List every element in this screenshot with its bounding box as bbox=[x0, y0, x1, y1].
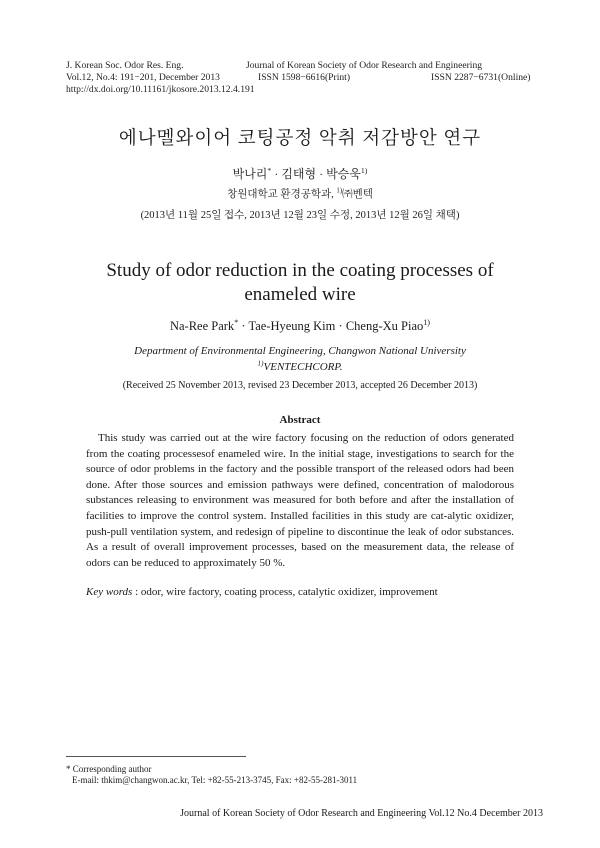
keywords-text: : odor, wire factory, coating process, catalytic oxidizer, improvement bbox=[132, 586, 438, 598]
author-separator: · bbox=[271, 167, 282, 181]
korean-affiliation bbox=[0, 186, 600, 201]
english-authors bbox=[0, 319, 600, 334]
keywords-label: Key words bbox=[86, 586, 133, 598]
korean-title: 에나멜와이어 코팅공정 악취 저감방안 연구 bbox=[118, 129, 482, 149]
author-separator: · bbox=[238, 319, 249, 333]
english-title-line-1: Study of odor reduction in the coating processes of bbox=[106, 260, 494, 281]
english-author-1: Na-Ree Park bbox=[169, 319, 235, 333]
english-title-line-2: enameled wire bbox=[244, 284, 356, 305]
footnote-contact: E-mail: thkim@changwon.ac.kr, Tel: +82-55-213-3745, Fax: +82-55-281-3011 bbox=[72, 775, 358, 785]
korean-authors bbox=[0, 165, 600, 182]
english-affil-mark: 1) bbox=[257, 359, 264, 368]
english-author-2: Tae-Hyeung Kim bbox=[248, 319, 336, 333]
korean-author-3-mark: 1) bbox=[360, 166, 368, 175]
korean-author-2: 김태형 bbox=[281, 167, 317, 181]
korean-affil-mark: 1) bbox=[336, 187, 343, 195]
korean-author-1: 박나리 bbox=[232, 167, 268, 181]
korean-dates: (2013년 11월 25일 접수, 2013년 12월 23일 수정, 2013년 12월 26일 채택) bbox=[140, 210, 460, 221]
english-title bbox=[0, 259, 600, 307]
footnote-divider bbox=[66, 756, 246, 757]
english-author-3-mark: 1) bbox=[423, 317, 431, 327]
korean-author-3: 박승욱 bbox=[326, 167, 361, 181]
journal-abbrev: J. Korean Soc. Odor Res. Eng. bbox=[66, 60, 184, 71]
english-author-3: Cheng-Xu Piao bbox=[345, 319, 424, 333]
korean-author-1-mark: * bbox=[267, 166, 272, 175]
english-dates: (Received 25 November 2013, revised 23 December 2013, accepted 26 December 2013) bbox=[122, 380, 478, 391]
korean-affil-company: ㈜벤텍 bbox=[342, 189, 373, 200]
journal-full-name: Journal of Korean Society of Odor Research and Engineering bbox=[246, 60, 483, 71]
keywords bbox=[86, 586, 438, 598]
english-author-1-mark: * bbox=[234, 317, 239, 327]
english-affil-line-1: Department of Environmental Engineering, Changwon National University bbox=[134, 345, 466, 357]
english-affil-line-2: VENTECHCORP. bbox=[263, 361, 343, 373]
issn-online: ISSN 2287−6731(Online) bbox=[431, 72, 531, 83]
author-separator: · bbox=[316, 167, 327, 181]
issn-print: ISSN 1598−6616(Print) bbox=[258, 72, 351, 83]
page-footer: Journal of Korean Society of Odor Research and Engineering Vol.12 No.4 December 2013 bbox=[180, 808, 543, 819]
volume-pages: Vol.12, No.4: 191−201, December 2013 bbox=[66, 72, 220, 83]
abstract-heading: Abstract bbox=[279, 414, 321, 426]
english-affiliation bbox=[0, 343, 600, 375]
author-separator: · bbox=[335, 319, 346, 333]
doi-link[interactable]: http://dx.doi.org/10.11161/jkosore.2013.12.4.191 bbox=[66, 84, 255, 95]
korean-affil-main: 창원대학교 환경공학과, bbox=[227, 189, 334, 200]
footnote-corresponding: * Corresponding author bbox=[66, 764, 152, 774]
abstract-text: This study was carried out at the wire factory focusing on the reduction of odors generated from the coating processesof enameled wire. In the initial stage, investigations to search for the source of odor problems in the factory and the possible transport of the released odors had been done. After those sources and emission pathways were defined, concentration of malodorous substances releasing to environment was measured for both before and after the installation of facilities to improve the control system. Installed facilities in this study are cat-alytic oxidizer, push-pull ventilation system, and redesign of pipeline to discontinue the leak of odor substances. As a result of overall improvement processes, based on the measurement data, the release of odors can be reduced to approximately 50 %. bbox=[86, 432, 514, 569]
